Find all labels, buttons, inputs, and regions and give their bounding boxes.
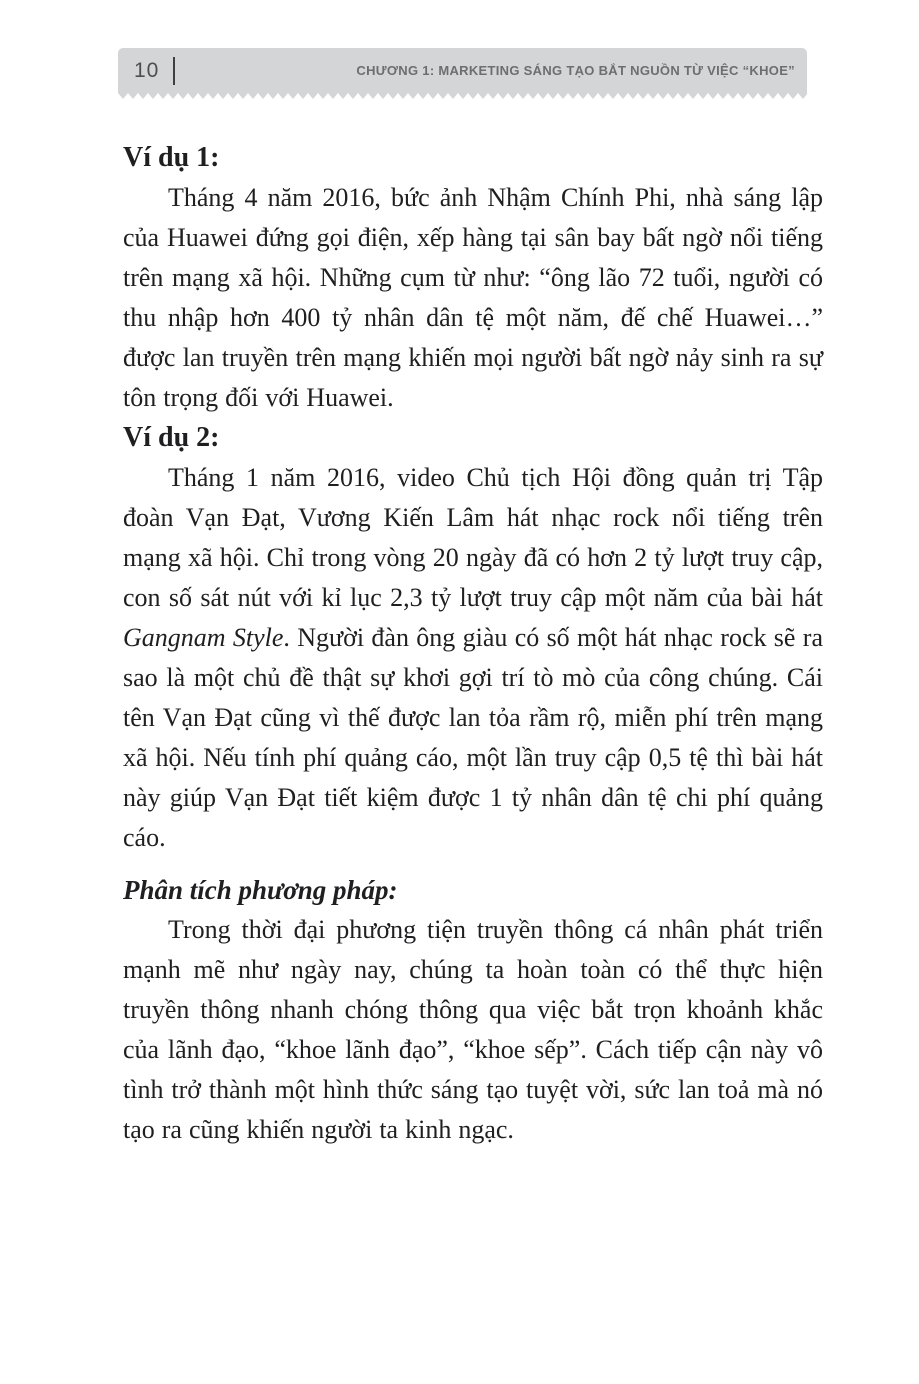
example-1-paragraph: Tháng 4 năm 2016, bức ảnh Nhậm Chính Phi, nhà sáng lập của Huawei đứng gọi điện, xếp hàng tại sân bay bất ngờ nổi tiếng trên mạng xã hội. Những cụm từ như: “ông lão 72 tuổi, người có thu nhập hơn 400 tỷ nhân dân tệ một năm, đế chế Huawei…” được lan truyền trên mạng khiến mọi người bất ngờ nảy sinh ra sự tôn trọng đối với Huawei. — [123, 183, 823, 412]
page-number: 10 — [134, 58, 160, 82]
zigzag-edge-decoration — [118, 93, 807, 99]
analysis-paragraph: Trong thời đại phương tiện truyền thông cá nhân phát triển mạnh mẽ như ngày nay, chúng ta hoàn toàn có thể thực hiện truyền thông nhanh chóng thông qua việc bắt trọn khoảnh khắc của lãnh đạo, “khoe lãnh đạo”, “khoe sếp”. Cách tiếp cận này vô tình trở thành một hình thức sáng tạo tuyệt vời, sức lan toả mà nó tạo ra cũng khiến người ta kinh ngạc. — [123, 915, 823, 1144]
example-2-paragraph: Tháng 1 năm 2016, video Chủ tịch Hội đồng quản trị Tập đoàn Vạn Đạt, Vương Kiến Lâm hát nhạc rock nổi tiếng trên mạng xã hội. Chỉ trong vòng 20 ngày đã có hơn 2 tỷ lượt truy cập, con số sát nút với kỉ lục 2,3 tỷ lượt truy cập một năm của bài hát Gangnam Style. Người đàn ông giàu có số một hát nhạc rock sẽ ra sao là một chủ đề thật sự khơi gợi trí tò mò của công chúng. Cái tên Vạn Đạt cũng vì thế được lan tỏa rầm rộ, miễn phí trên mạng xã hội. Nếu tính phí quảng cáo, một lần truy cập 0,5 tệ thì bài hát này giúp Vạn Đạt tiết kiệm được 1 tỷ nhân dân tệ chi phí quảng cáo. — [123, 463, 823, 852]
example-2-heading: Ví dụ 2: — [123, 422, 220, 453]
chapter-title: CHƯƠNG 1: MARKETING SÁNG TẠO BẮT NGUỒN TỪ VIỆC “KHOE” — [356, 63, 795, 78]
example-1-heading: Ví dụ 1: — [123, 142, 220, 173]
analysis-heading: Phân tích phương pháp: — [123, 875, 398, 905]
page-body — [123, 138, 823, 1150]
page-number-divider — [173, 57, 175, 85]
page-number-group — [134, 57, 175, 85]
page-header — [118, 48, 807, 93]
